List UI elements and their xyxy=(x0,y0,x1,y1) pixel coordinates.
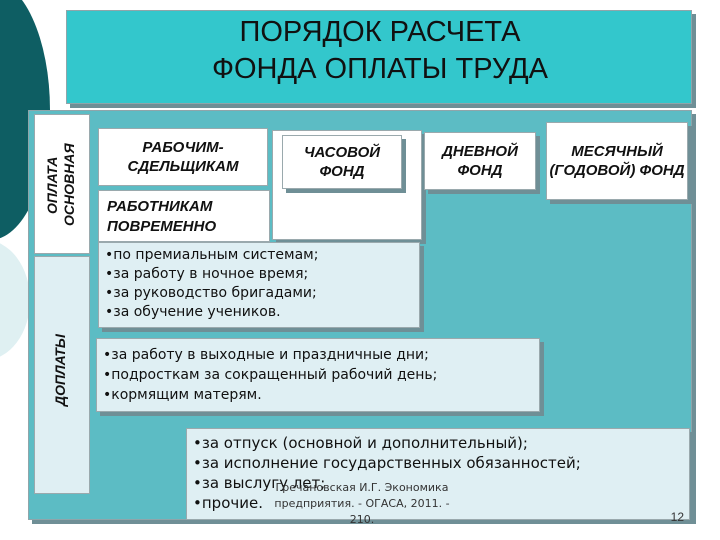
monthly-fund-box xyxy=(546,122,688,200)
page-title xyxy=(70,14,690,88)
hourly-extras-list xyxy=(105,246,413,322)
list-item: • за отпуск (основной и дополнительный); xyxy=(193,433,683,453)
time-workers-label: РАБОТНИКАМ ПОВРЕМЕННО xyxy=(107,198,217,235)
daily-extras-box xyxy=(96,338,540,412)
daily-fund-box xyxy=(424,132,536,190)
list-item: • за выслугу лет; xyxy=(193,473,683,493)
title-line-2: ФОНДА ОПЛАТЫ ТРУДА xyxy=(211,53,549,85)
time-workers-box xyxy=(98,190,270,242)
footer-citation: Гречановская И.Г. Экономика предприятия. - ОГАСА, 2011. - 210. xyxy=(274,481,450,526)
list-item: • за обучение учеников. xyxy=(105,303,413,322)
daily-extras-list xyxy=(103,345,533,405)
monthly-fund-label: МЕСЯЧНЫЙ (ГОДОВОЙ) ФОНД xyxy=(549,143,685,179)
list-item: • за руководство бригадами; xyxy=(105,284,413,303)
title-line-1: ПОРЯДОК РАСЧЕТА xyxy=(239,16,521,48)
extra-pay-label: ДОПЛАТЫ xyxy=(52,334,68,406)
piece-workers-box xyxy=(98,128,268,186)
list-item: • за работу в ночное время; xyxy=(105,265,413,284)
daily-fund-label: ДНЕВНОЙ ФОНД xyxy=(442,143,518,179)
hourly-fund-label: ЧАСОВОЙ ФОНД xyxy=(303,144,381,180)
hourly-fund-box xyxy=(282,135,402,189)
list-item: • за работу в выходные и праздничные дни; xyxy=(103,345,533,365)
list-item: • по премиальным системам; xyxy=(105,246,413,265)
list-item: • прочие. xyxy=(193,493,683,513)
list-item: • кормящим матерям. xyxy=(103,385,533,405)
background-circle-light xyxy=(0,240,30,360)
hourly-extras-box xyxy=(98,242,420,328)
list-item: • за исполнение государственных обязанностей; xyxy=(193,453,683,473)
piece-workers-label: РАБОЧИМ-СДЕЛЬЩИКАМ xyxy=(127,139,239,175)
list-item: • подросткам за сокращенный рабочий день; xyxy=(103,365,533,385)
page-number: 12 xyxy=(670,510,684,524)
main-pay-label: ОПЛАТА ОСНОВНАЯ xyxy=(44,143,77,227)
